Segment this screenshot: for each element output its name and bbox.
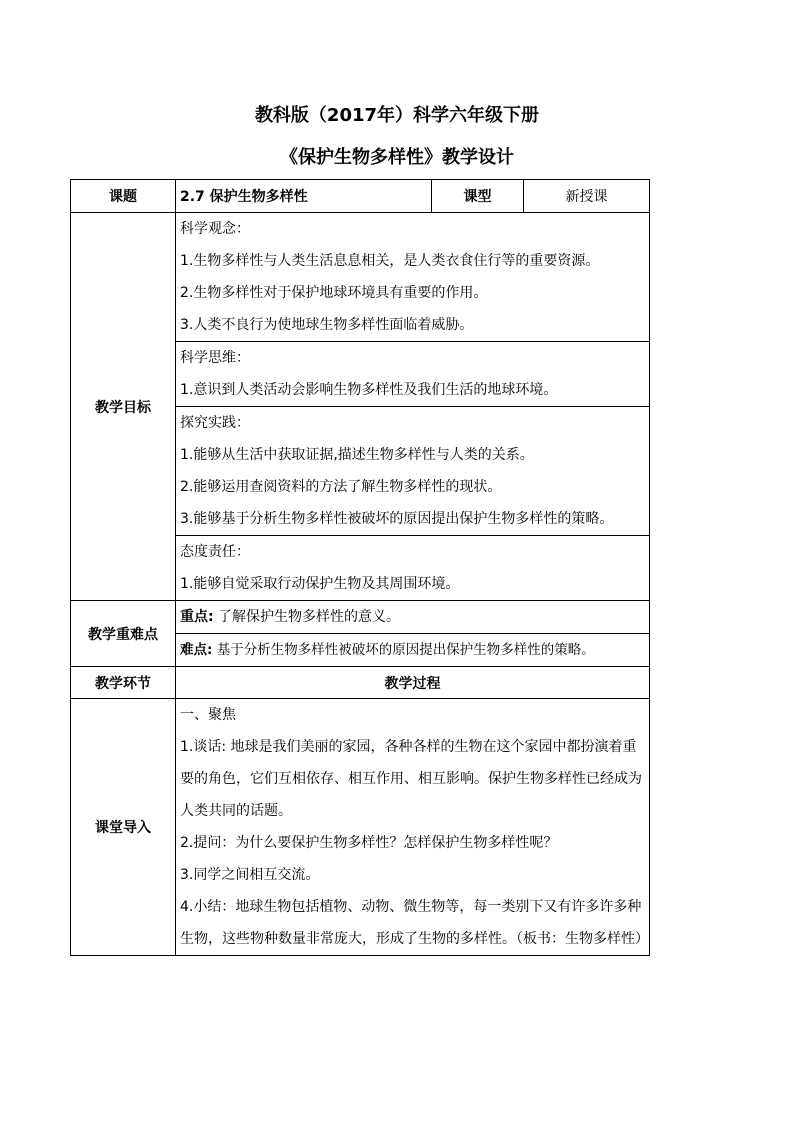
focus-text: 了解保护生物多样性的意义。 bbox=[213, 609, 401, 625]
objective-section-practice bbox=[176, 406, 649, 535]
intro-item: 2.提问：为什么要保护生物多样性？怎样保护生物多样性呢？ bbox=[180, 835, 558, 851]
section-heading: 科学观念： bbox=[180, 221, 250, 237]
difficulty-point bbox=[176, 633, 649, 666]
objective-item: 2.生物多样性对于保护地球环境具有重要的作用。 bbox=[180, 285, 488, 301]
objective-item: 1.能够从生活中获取证据,描述生物多样性与人类的关系。 bbox=[180, 447, 534, 463]
objective-item: 1.能够自觉采取行动保护生物及其周围环境。 bbox=[180, 576, 460, 592]
intro-row bbox=[71, 699, 650, 956]
focus-lead: 重点: bbox=[180, 609, 214, 625]
intro-heading: 一、聚焦 bbox=[180, 707, 236, 723]
type-label: 课型 bbox=[432, 180, 524, 213]
objective-item: 1.生物多样性与人类生活息息相关，是人类衣食住行等的重要资源。 bbox=[180, 253, 600, 269]
topic-value: 2.7 保护生物多样性 bbox=[176, 180, 432, 213]
objectives-content bbox=[176, 213, 650, 601]
focus-point bbox=[176, 601, 649, 633]
objectives-label: 教学目标 bbox=[71, 213, 176, 601]
section-heading: 探究实践： bbox=[180, 415, 250, 431]
process-header: 教学过程 bbox=[176, 667, 650, 699]
difficulty-text: 基于分析生物多样性被破坏的原因提出保护生物多样性的策略。 bbox=[212, 642, 595, 658]
difficulty-lead: 难点: bbox=[180, 642, 213, 658]
objective-section-thinking bbox=[176, 341, 649, 406]
process-header-row bbox=[71, 667, 650, 699]
objective-section-attitude bbox=[176, 535, 649, 600]
lesson-plan-table bbox=[70, 179, 650, 956]
intro-content bbox=[176, 699, 650, 956]
intro-label: 课堂导入 bbox=[71, 699, 176, 956]
topic-row bbox=[71, 180, 650, 213]
type-value: 新授课 bbox=[524, 180, 650, 213]
intro-item: 3.同学之间相互交流。 bbox=[180, 867, 320, 883]
document-title: 教科版（2017年）科学六年级下册 bbox=[254, 105, 540, 126]
key-points-label: 教学重难点 bbox=[71, 601, 176, 667]
section-heading: 态度责任： bbox=[180, 544, 250, 560]
section-heading: 科学思维： bbox=[180, 350, 250, 366]
objective-item: 3.能够基于分析生物多样性被破坏的原因提出保护生物多样性的策略。 bbox=[180, 511, 614, 527]
topic-label: 课题 bbox=[71, 180, 176, 213]
objectives-row bbox=[71, 213, 650, 601]
objective-item: 2.能够运用查阅资料的方法了解生物多样性的现状。 bbox=[180, 479, 502, 495]
key-points-content bbox=[176, 601, 650, 667]
document-subtitle: 《保护生物多样性》教学设计 bbox=[280, 147, 514, 168]
objective-item: 1.意识到人类活动会影响生物多样性及我们生活的地球环境。 bbox=[180, 382, 558, 398]
key-points-row bbox=[71, 601, 650, 667]
intro-item: 1.谈话: 地球是我们美丽的家园，各种各样的生物在这个家园中都扮演着重要的角色，它们互相依存、相互作用、相互影响。保护生物多样性已经成为人类共同的话题。 bbox=[180, 739, 642, 819]
objective-item: 3.人类不良行为使地球生物多样性面临着威胁。 bbox=[180, 317, 474, 333]
intro-item: 4.小结：地球生物包括植物、动物、微生物等，每一类别下又有许多许多种生物，这些物种数量非常庞大，形成了生物的多样性。（板书：生物多样性） bbox=[180, 899, 649, 947]
stage-header: 教学环节 bbox=[71, 667, 176, 699]
objective-section-concept bbox=[176, 213, 649, 341]
